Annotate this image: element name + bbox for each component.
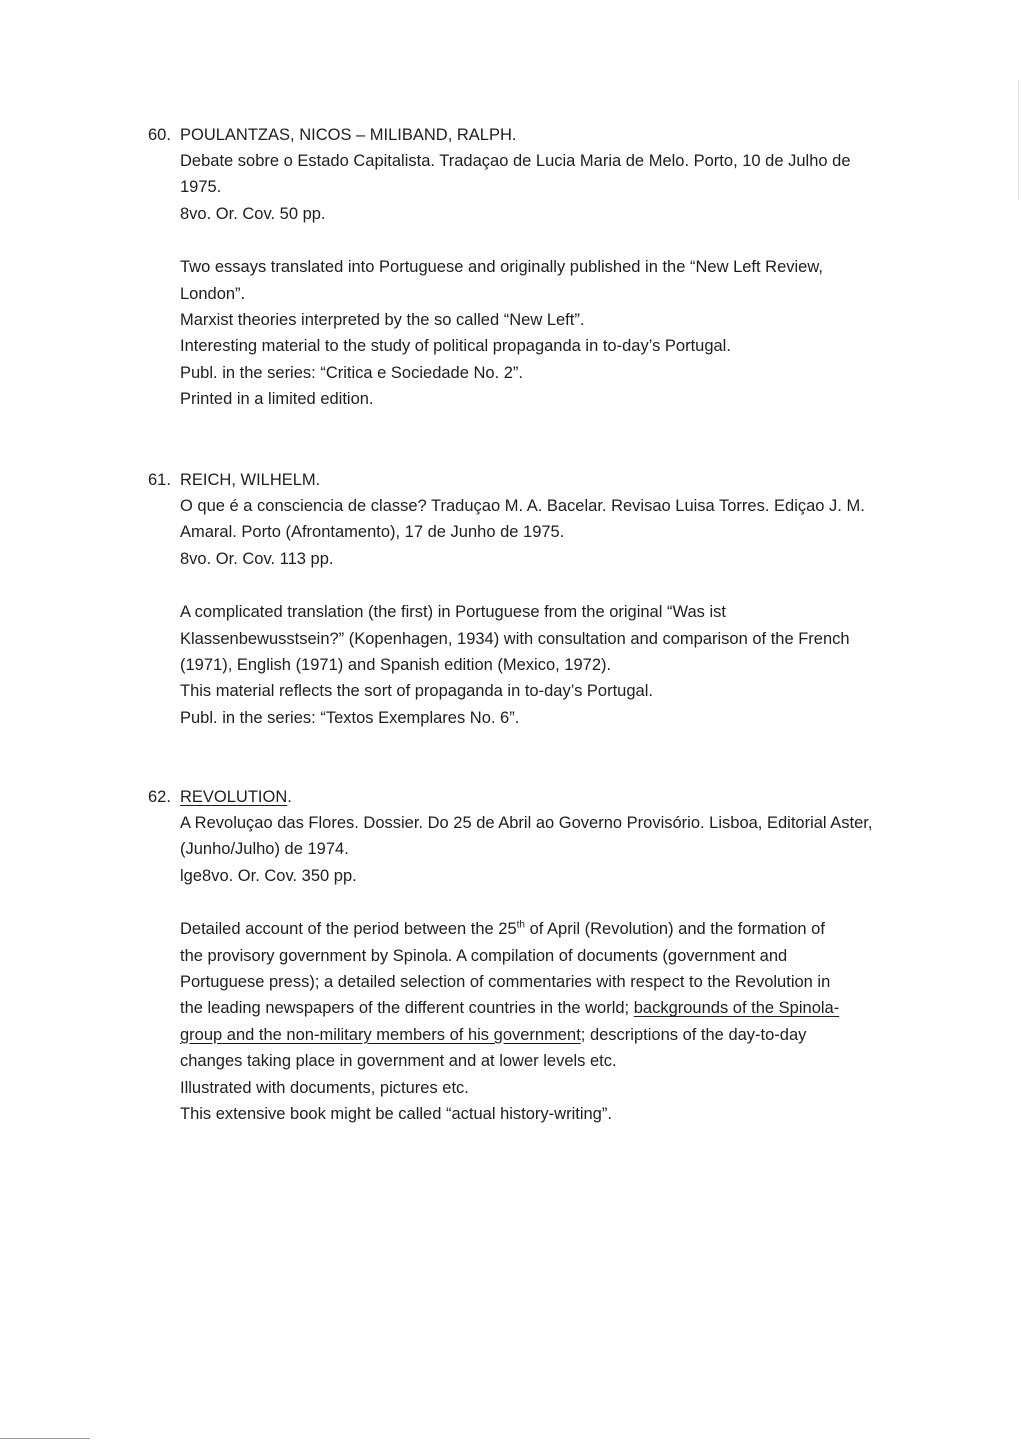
entry-title-heading: [180, 784, 292, 810]
entry-number: 61.: [148, 471, 171, 489]
biblio-line: (Junho/Julho) de 1974.: [180, 840, 349, 859]
ordinal-suffix: th: [516, 919, 525, 931]
description-line: Publ. in the series: “Critica e Sociedade No. 2”.: [180, 363, 523, 382]
biblio-line: A Revoluçao das Flores. Dossier. Do 25 de Abril ao Governo Provisório. Lisboa, Editorial Aster,: [180, 814, 873, 832]
description-line: London”.: [180, 284, 246, 303]
description-text: the leading newspapers of the different countries in the world;: [180, 999, 634, 1018]
catalogue-entry-60: [148, 122, 898, 413]
entry-title: REVOLUTION: [180, 788, 288, 806]
description-line: [180, 1022, 898, 1048]
description-line: Marxist theories interpreted by the so called “New Left”.: [180, 311, 585, 330]
description-line: Interesting material to the study of political propaganda in to-day’s Portugal.: [180, 337, 731, 356]
entry-heading: [148, 784, 898, 810]
catalogue-entry-62: [148, 784, 898, 1127]
entry-heading: [148, 122, 898, 148]
description-line: Portuguese press); a detailed selection of commentaries with respect to the Revolution in: [180, 973, 831, 992]
description-line: A complicated translation (the first) in Portuguese from the original “Was ist: [180, 603, 726, 622]
biblio-line: 8vo. Or. Cov. 50 pp.: [180, 204, 326, 223]
description-line: Two essays translated into Portuguese and originally published in the “New Left Review,: [180, 258, 823, 277]
description-line: Klassenbewusstsein?” (Kopenhagen, 1934) with consultation and comparison of the French: [180, 629, 850, 648]
underlined-text: backgrounds of the Spinola-: [633, 999, 840, 1018]
scan-edge-shadow: [1018, 80, 1019, 200]
biblio-line: 8vo. Or. Cov. 113 pp.: [180, 549, 334, 568]
entry-body: [180, 493, 898, 731]
biblio-line: O que é a consciencia de classe? Traduçao M. A. Bacelar. Revisao Luisa Torres. Ediçao J. M.: [180, 497, 865, 515]
entry-author: REICH, WILHELM.: [180, 471, 321, 489]
biblio-line: Debate sobre o Estado Capitalista. Tradaçao de Lucia Maria de Melo. Porto, 10 de Julho de: [180, 152, 851, 170]
description-line: the provisory government by Spinola. A compilation of documents (government and: [180, 946, 788, 965]
biblio-line: lge8vo. Or. Cov. 350 pp.: [180, 866, 357, 885]
description-line: (1971), English (1971) and Spanish edition (Mexico, 1972).: [180, 656, 612, 675]
catalogue-entry-61: [148, 467, 898, 731]
description-text: Detailed account of the period between the 25: [180, 920, 517, 939]
description-line: This material reflects the sort of propaganda in to-day’s Portugal.: [180, 682, 653, 701]
entry-title-period: .: [287, 788, 292, 806]
description-line: [180, 916, 898, 942]
description-line: Publ. in the series: “Textos Exemplares No. 6”.: [180, 708, 520, 727]
biblio-line: 1975.: [180, 178, 222, 197]
scan-edge-line: [0, 1438, 90, 1439]
description-line: changes taking place in government and at lower levels etc.: [180, 1052, 617, 1071]
entry-body: [180, 810, 898, 1127]
entry-body: [180, 148, 898, 413]
description-line: This extensive book might be called “actual history-writing”.: [180, 1105, 612, 1124]
biblio-line: Amaral. Porto (Afrontamento), 17 de Junho de 1975.: [180, 523, 565, 542]
entry-number: 62.: [148, 788, 171, 806]
entry-author: POULANTZAS, NICOS – MILIBAND, RALPH.: [180, 126, 517, 144]
entry-number: 60.: [148, 126, 171, 144]
description-text: ; descriptions of the day-to-day: [580, 1025, 807, 1044]
entry-heading: [148, 467, 898, 493]
description-text: of April (Revolution) and the formation of: [525, 920, 825, 939]
underlined-text: group and the non-military members of his government: [180, 1025, 581, 1044]
description-line: Illustrated with documents, pictures etc.: [180, 1078, 469, 1097]
description-line: Printed in a limited edition.: [180, 390, 374, 409]
description-line: [180, 995, 898, 1021]
